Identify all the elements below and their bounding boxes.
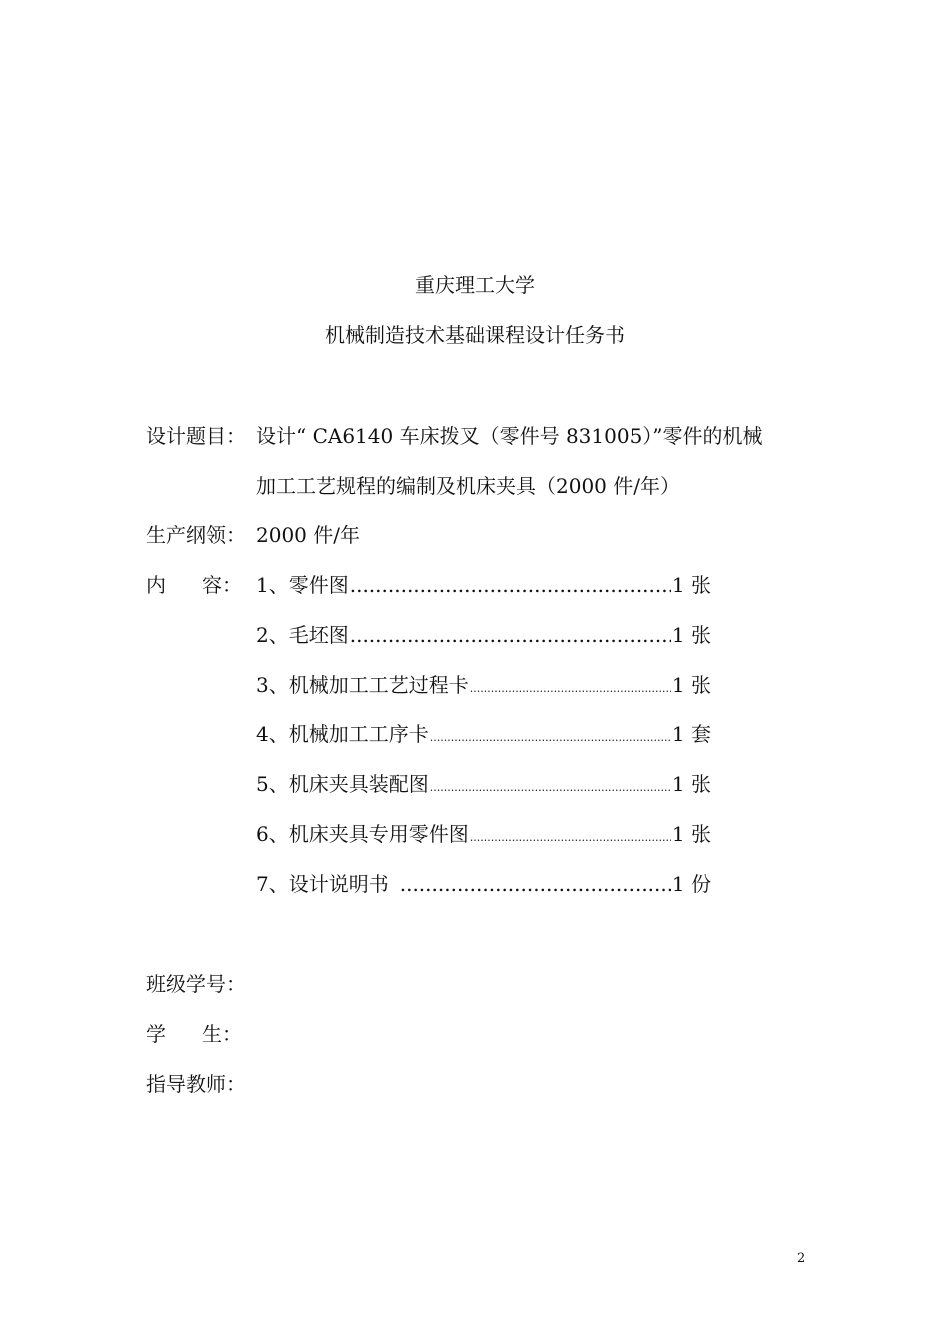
item-name: 2、毛坯图: [256, 623, 349, 647]
student-label-b: 生：: [202, 1022, 242, 1046]
production-label: 生产纲领：: [146, 523, 246, 547]
university-name: 重庆理工大学: [415, 273, 535, 297]
list-item: [256, 720, 711, 752]
design-topic-line-1: 设计“ CA6140 车床拨叉（零件号 831005）”零件的机械: [256, 424, 763, 448]
design-topic-line-2: 加工工艺规程的编制及机床夹具（2000 件/年）: [256, 474, 680, 498]
student-label-a: 学: [146, 1022, 166, 1046]
production-value: 2000 件/年: [256, 523, 360, 547]
item-quantity: 1 张: [671, 772, 711, 796]
contents-label-b: 容：: [202, 573, 242, 597]
list-item: [256, 870, 711, 898]
advisor-label: 指导教师：: [146, 1072, 246, 1096]
item-name: 7、设计说明书: [256, 872, 389, 896]
item-name: 5、机床夹具装配图: [256, 772, 429, 796]
item-name: 4、机械加工工序卡: [256, 722, 429, 746]
design-topic-label: 设计题目：: [146, 424, 246, 448]
student-label: [146, 1020, 242, 1048]
item-name: 1、零件图: [256, 573, 349, 597]
list-item: [256, 671, 711, 703]
list-item: [256, 571, 711, 599]
contents-label: [146, 571, 242, 599]
item-quantity: 1 份: [671, 872, 711, 896]
item-name: 3、机械加工工艺过程卡: [256, 673, 469, 697]
list-item: [256, 621, 711, 649]
item-quantity: 1 张: [671, 573, 711, 597]
item-quantity: 1 张: [671, 623, 711, 647]
leader-dots: [430, 774, 671, 802]
item-quantity: 1 张: [671, 822, 711, 846]
list-item: [256, 770, 711, 802]
contents-label-a: 内: [146, 573, 166, 597]
leader-dots: [470, 675, 671, 703]
leader-dots: [430, 724, 671, 752]
list-item: [256, 820, 711, 852]
leader-dots: [350, 621, 671, 649]
class-number-label: 班级学号：: [146, 972, 246, 996]
item-quantity: 1 套: [671, 722, 711, 746]
page-number: 2: [797, 1251, 806, 1266]
item-name: 6、机床夹具专用零件图: [256, 822, 469, 846]
item-quantity: 1 张: [671, 673, 711, 697]
leader-dots: [400, 870, 671, 898]
leader-dots: [470, 824, 671, 852]
document-title: 机械制造技术基础课程设计任务书: [325, 323, 625, 347]
leader-dots: [350, 571, 671, 599]
